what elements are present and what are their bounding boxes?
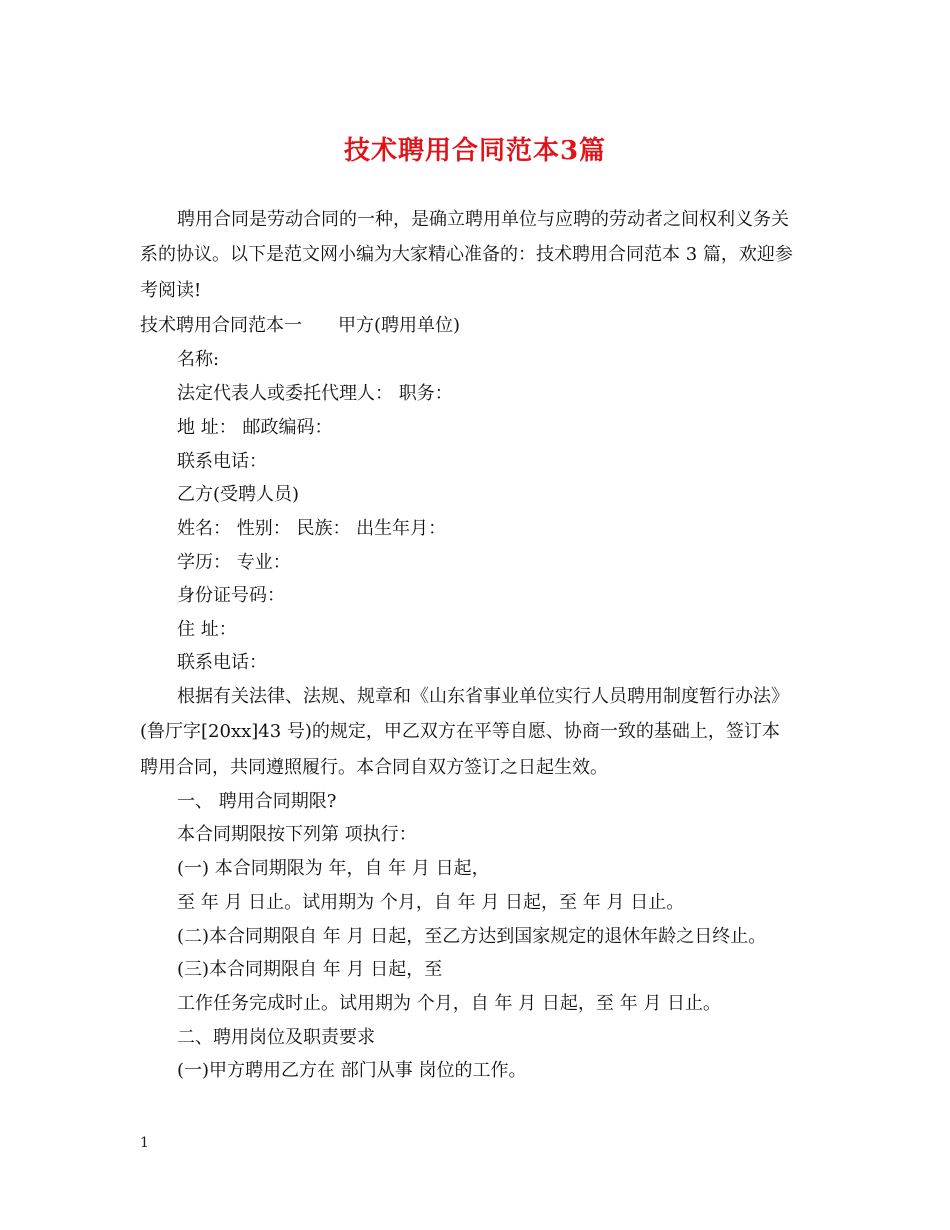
field-residence: 住 址：	[177, 619, 237, 640]
term-option-1-cont: 至 年 月 日止。试用期为 个月，自 年 月 日起，至 年 月 日止。	[177, 892, 685, 913]
intro-line-1: 聘用合同是劳动合同的一种，是确立聘用单位与应聘的劳动者之间权利义务关	[177, 209, 789, 230]
field-phone-a: 联系电话：	[177, 451, 267, 472]
term-option-intro: 本合同期限按下列第 项执行：	[177, 824, 417, 845]
section-1-heading: 一、 聘用合同期限?	[177, 791, 337, 812]
legal-basis-line-3: 聘用合同，共同遵照履行。本合同自双方签订之日起生效。	[140, 757, 608, 778]
term-option-3: (三)本合同期限自 年 月 日起，至	[177, 959, 443, 980]
term-option-2: (二)本合同期限自 年 月 日起，至乙方达到国家规定的退休年龄之日终止。	[177, 926, 767, 947]
term-option-3-cont: 工作任务完成时止。试用期为 个月，自 年 月 日起，至 年 月 日止。	[177, 993, 722, 1014]
field-education: 学历： 专业：	[177, 552, 291, 573]
intro-line-2: 系的协议。以下是范文网小编为大家精心准备的：技术聘用合同范本 3 篇，欢迎参	[140, 244, 793, 265]
field-phone-b: 联系电话：	[177, 652, 267, 673]
page-number: 1	[140, 1135, 149, 1151]
legal-basis-line-1: 根据有关法律、法规、规章和《山东省事业单位实行人员聘用制度暂行办法》	[177, 686, 789, 707]
party-b-heading: 乙方(受聘人员)	[177, 484, 300, 505]
field-personal-info: 姓名： 性别： 民族： 出生年月：	[177, 518, 447, 539]
term-option-1: (一) 本合同期限为 年，自 年 月 日起，	[177, 858, 490, 879]
field-id-number: 身份证号码：	[177, 585, 285, 606]
section-2-item-1: (一)甲方聘用乙方在 部门从事 岗位的工作。	[177, 1060, 527, 1081]
contract-heading-line: 技术聘用合同范本一 甲方(聘用单位)	[140, 315, 461, 336]
field-address-postcode: 地 址： 邮政编码：	[177, 417, 333, 438]
field-name: 名称:	[177, 349, 220, 370]
field-legal-representative: 法定代表人或委托代理人： 职务：	[177, 383, 453, 404]
legal-basis-line-2: (鲁厅字[20xx]43 号)的规定，甲乙双方在平等自愿、协商一致的基础上，签订本	[140, 721, 780, 742]
section-2-heading: 二、聘用岗位及职责要求	[177, 1027, 375, 1048]
document-title: 技术聘用合同范本3篇	[343, 136, 607, 166]
intro-line-3: 考阅读!	[140, 280, 202, 301]
